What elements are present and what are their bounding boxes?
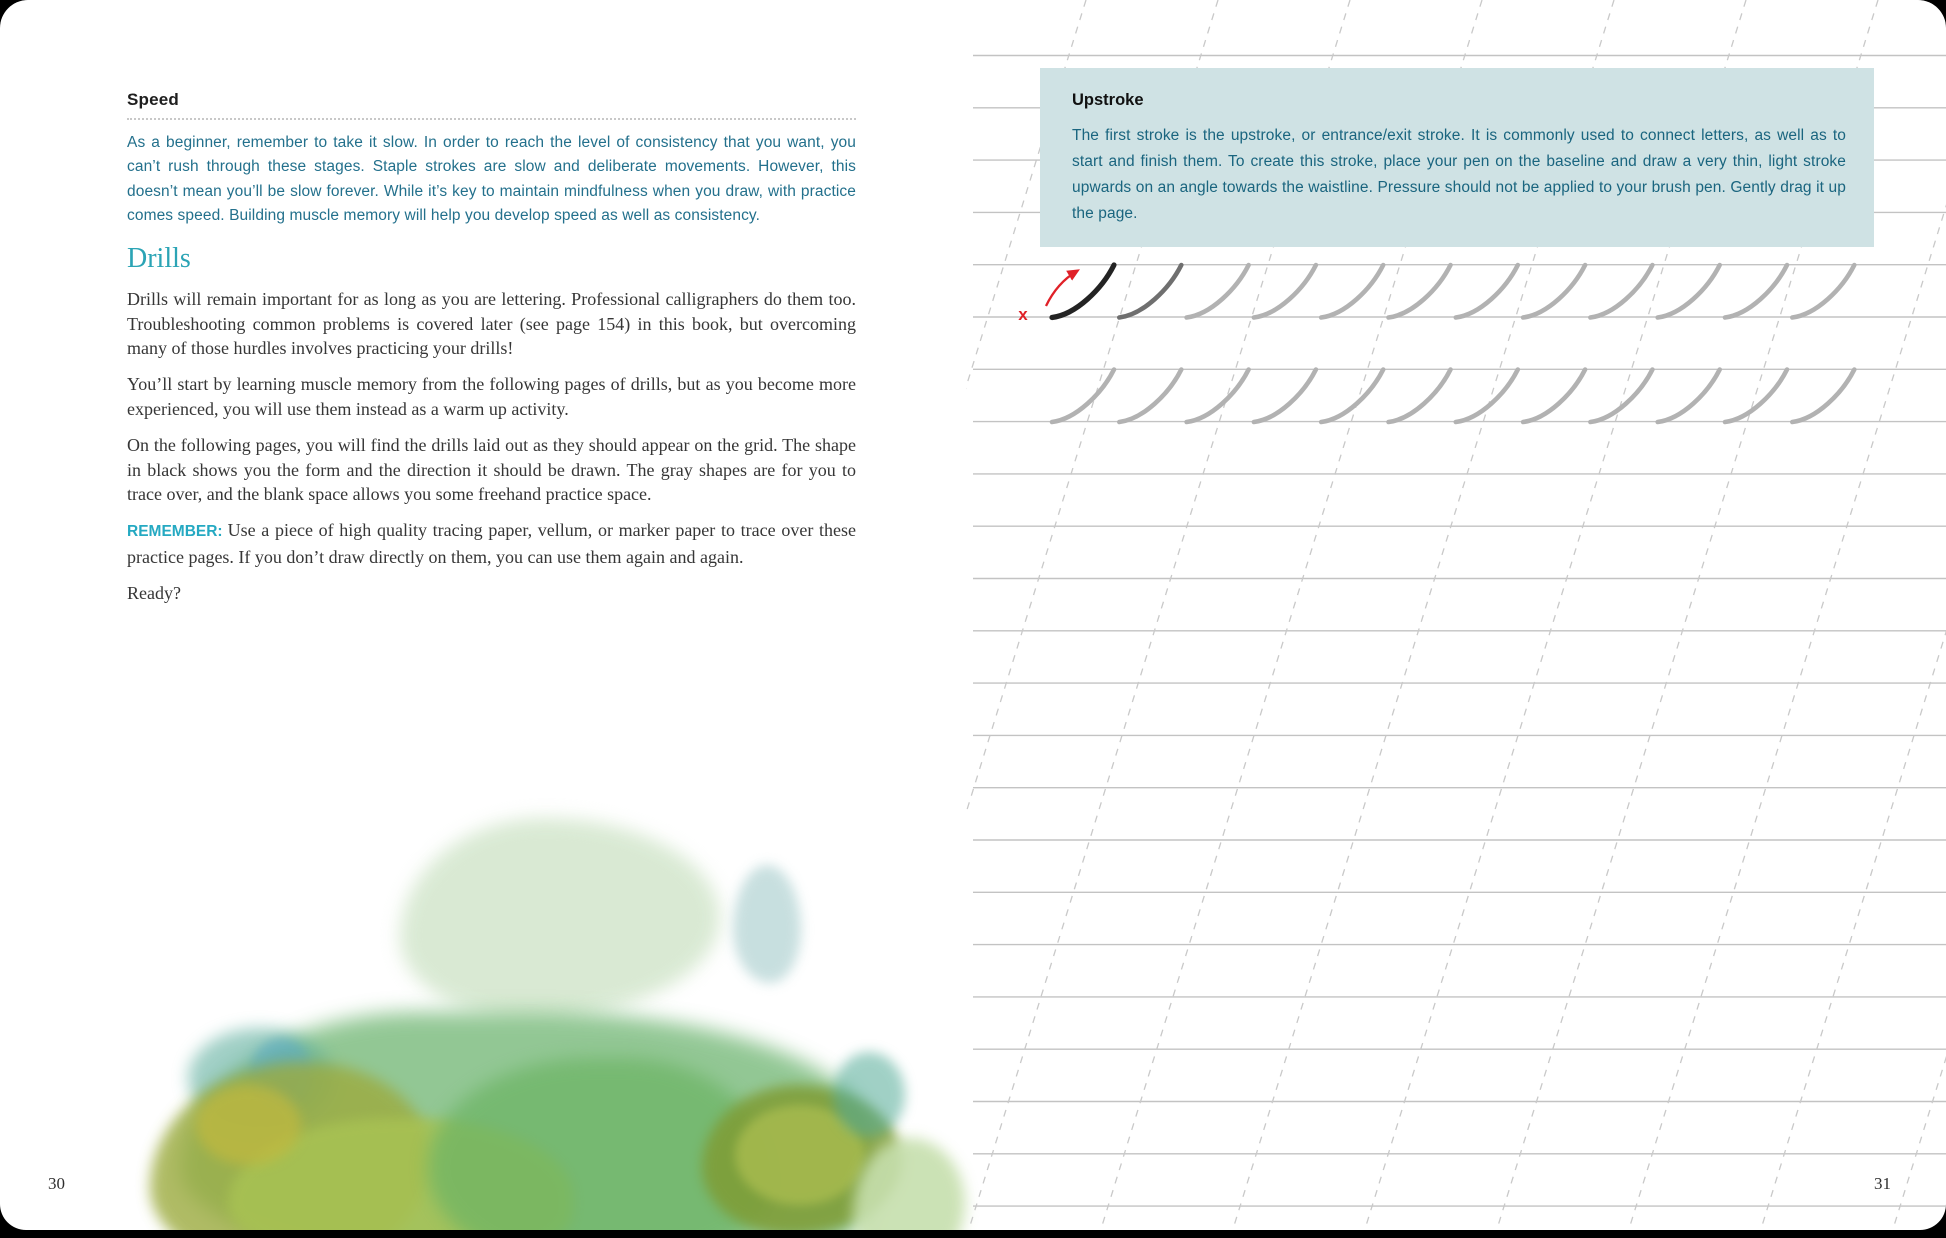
ready-line: Ready? xyxy=(127,583,181,604)
remember-paragraph xyxy=(127,518,856,569)
start-marker-x: x xyxy=(1018,305,1028,324)
callout-body: The first stroke is the upstroke, or entrance/exit stroke. It is commonly used to connect letters, as well as to start and finish them. To create this stroke, place your pen on the baseline and draw a very thin, light stroke upwards on an angle towards the waistline. Pressure should not be applied to your brush pen. Gently drag it up the page. xyxy=(1072,127,1846,222)
page-number-right: 31 xyxy=(1874,1174,1891,1193)
remember-label: REMEMBER: xyxy=(127,523,223,541)
stroke-direction-annotation xyxy=(1018,271,1077,324)
upstroke-callout xyxy=(1040,68,1874,247)
direction-arrow-icon xyxy=(1046,271,1077,306)
left-text-column xyxy=(127,90,856,606)
speed-paragraph: As a beginner, remember to take it slow. In order to reach the level of consistency that you want, you can’t rush through these stages. Staple strokes are slow and deliberate movements. However, this doesn’t mean you’ll be slow forever. While it’s key to maintain mindfulness when you draw, with practice comes speed. Building muscle memory will help you develop speed as well as consistency. xyxy=(127,134,856,224)
drills-paragraph-2: You’ll start by learning muscle memory from the following pages of drills, but as you become more experienced, you will use them instead as a warm up activity. xyxy=(127,374,856,419)
dotted-divider xyxy=(127,118,856,120)
speed-heading: Speed xyxy=(127,90,180,109)
drills-paragraph-3: On the following pages, you will find the drills laid out as they should appear on the grid. The shape in black shows you the form and the direction it should be drawn. The gray shapes are for you to trace over, and the blank space allows you some freehand practice space. xyxy=(127,435,856,505)
drills-heading: Drills xyxy=(127,243,191,275)
remember-text: Use a piece of high quality tracing paper, vellum, or marker paper to trace over these practice pages. If you don’t draw directly on them, you can use them again and again. xyxy=(127,520,856,567)
drill-strokes-group xyxy=(1052,265,1854,422)
callout-title: Upstroke xyxy=(1072,91,1144,109)
drills-paragraph-1: Drills will remain important for as long as you are lettering. Professional calligraphers do them too. Troubleshooting common problems is covered later (see page 154) in this book, but overcoming many of those hurdles involves practicing your drills! xyxy=(127,289,856,358)
page-number-left: 30 xyxy=(48,1174,65,1193)
